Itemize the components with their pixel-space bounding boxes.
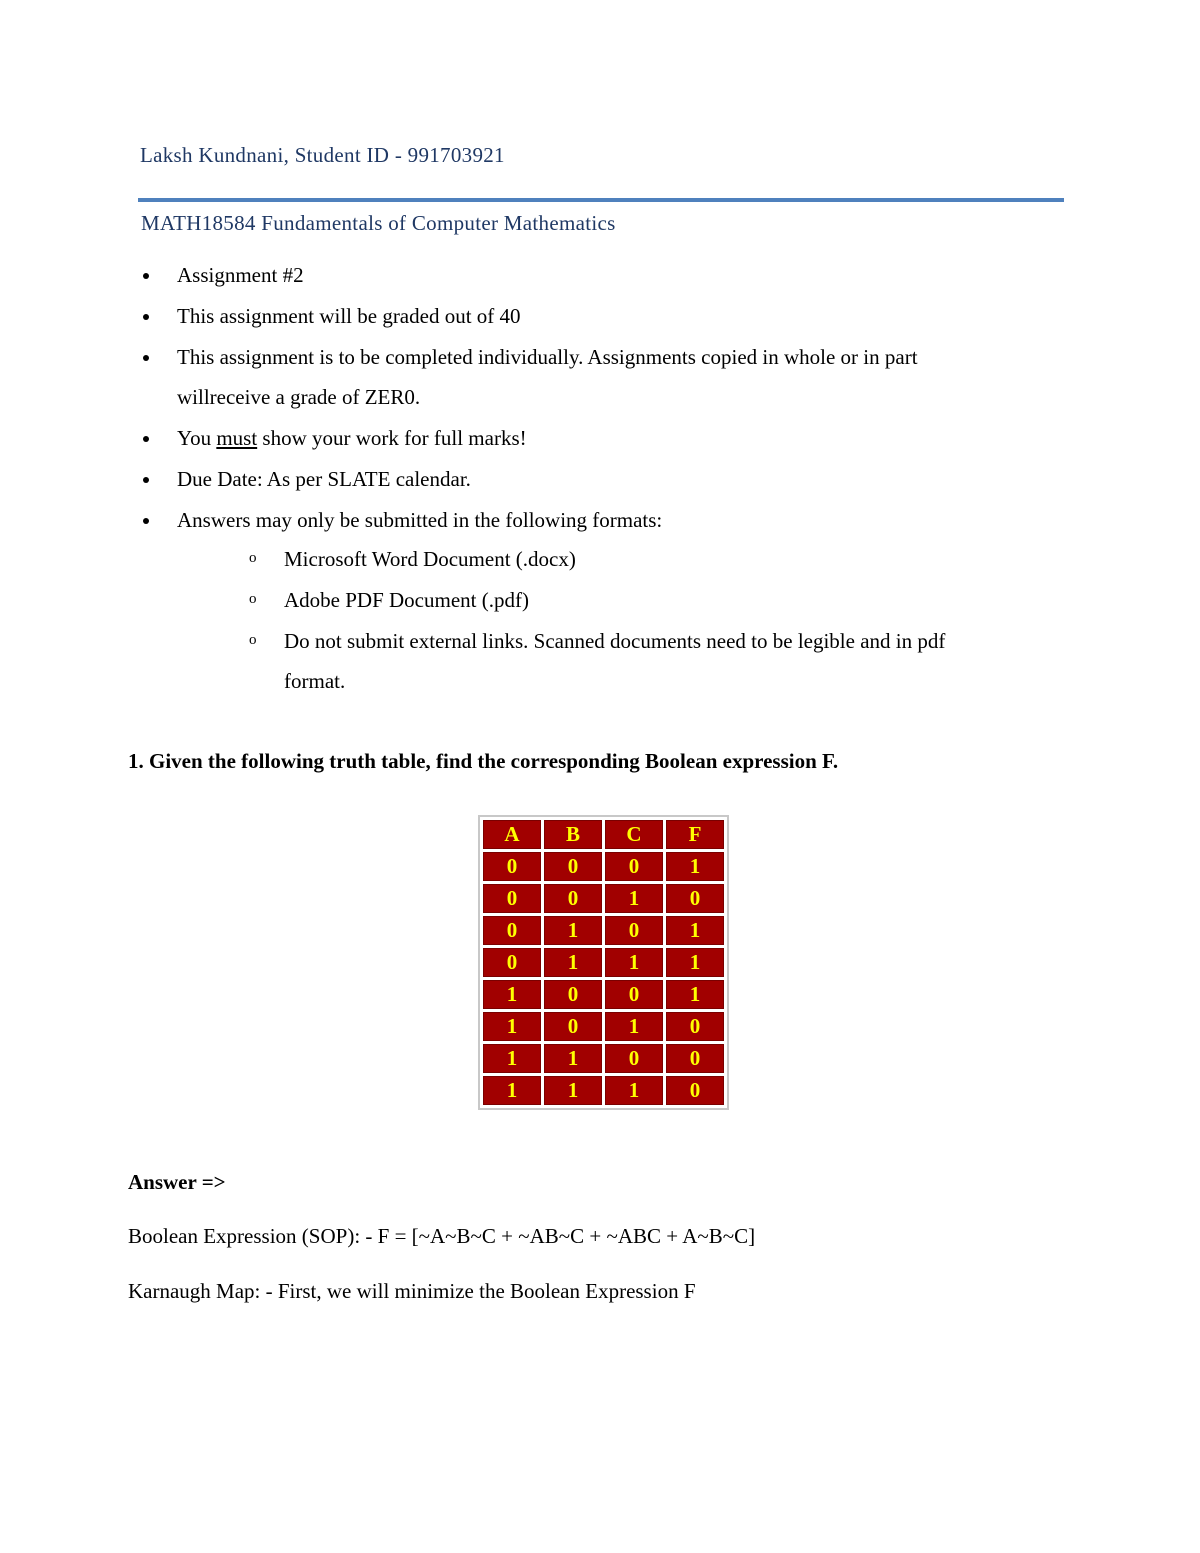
- table-cell: 1: [483, 1044, 541, 1073]
- header-cell-c: C: [605, 820, 663, 849]
- table-cell: 1: [544, 1044, 602, 1073]
- table-cell: 1: [544, 948, 602, 977]
- table-cell: 0: [544, 884, 602, 913]
- table-cell: 0: [483, 852, 541, 881]
- individual-line-2: willreceive a grade of ZER0.: [177, 385, 421, 409]
- sub-bullet-icon: o: [249, 591, 257, 607]
- header-cell-a: A: [483, 820, 541, 849]
- table-row: [483, 852, 724, 881]
- bullet-icon: [143, 314, 149, 320]
- table-cell: 1: [605, 1076, 663, 1105]
- bullet-icon: [143, 273, 149, 279]
- table-cell: 0: [483, 884, 541, 913]
- sub-item-docx: Microsoft Word Document (.docx): [284, 547, 576, 571]
- table-cell: 1: [483, 1012, 541, 1041]
- table-cell: 0: [605, 916, 663, 945]
- bullet-icon: [143, 477, 149, 483]
- table-cell: 0: [544, 1012, 602, 1041]
- table-row: [483, 1012, 724, 1041]
- table-cell: 0: [666, 1012, 724, 1041]
- bullet-icon: [143, 355, 149, 361]
- individual-line-1: This assignment is to be completed individually. Assignments copied in whole or in part: [177, 345, 918, 369]
- sub-bullet-icon: o: [249, 550, 257, 566]
- sub-item-note: [284, 621, 1044, 701]
- bullet-icon: [143, 518, 149, 524]
- list-item-graded: This assignment will be graded out of 40: [177, 304, 521, 328]
- table-cell: 1: [666, 916, 724, 945]
- table-cell: 1: [605, 884, 663, 913]
- truth-table: [478, 815, 729, 1110]
- table-cell: 0: [605, 980, 663, 1009]
- list-item-formats: Answers may only be submitted in the following formats:: [177, 508, 663, 532]
- show-work-post: show your work for full marks!: [257, 426, 527, 450]
- karnaugh-map-intro: Karnaugh Map: - First, we will minimize the Boolean Expression F: [128, 1279, 696, 1303]
- table-cell: 1: [544, 1076, 602, 1105]
- question-1: 1. Given the following truth table, find the corresponding Boolean expression F.: [128, 749, 839, 773]
- table-cell: 1: [483, 980, 541, 1009]
- list-item-show-work: [177, 418, 1037, 458]
- table-row: [483, 884, 724, 913]
- show-work-pre: You: [177, 426, 217, 450]
- table-cell: 1: [483, 1076, 541, 1105]
- sop-expression: Boolean Expression (SOP): - F = [~A~B~C + ~AB~C + ~ABC + A~B~C]: [128, 1224, 756, 1248]
- table-header-row: [483, 820, 724, 849]
- table-cell: 0: [605, 1044, 663, 1073]
- table-row: [483, 980, 724, 1009]
- table-row: [483, 916, 724, 945]
- list-item-individual: [177, 337, 1037, 417]
- table-cell: 0: [666, 884, 724, 913]
- sub-item-pdf: Adobe PDF Document (.pdf): [284, 588, 529, 612]
- show-work-emphasis: must: [216, 426, 258, 450]
- table-cell: 1: [605, 1012, 663, 1041]
- table-cell: 1: [666, 980, 724, 1009]
- answer-heading: Answer =>: [128, 1170, 226, 1194]
- note-line-2: format.: [284, 669, 346, 693]
- note-line-1: Do not submit external links. Scanned documents need to be legible and in pdf: [284, 629, 946, 653]
- table-cell: 1: [544, 916, 602, 945]
- table-cell: 0: [544, 852, 602, 881]
- student-line: Laksh Kundnani, Student ID - 991703921: [140, 143, 505, 167]
- table-cell: 1: [666, 948, 724, 977]
- table-cell: 0: [666, 1076, 724, 1105]
- list-item-due-date: Due Date: As per SLATE calendar.: [177, 467, 471, 491]
- header-cell-b: B: [544, 820, 602, 849]
- table-cell: 0: [666, 1044, 724, 1073]
- table-row: [483, 948, 724, 977]
- table-cell: 0: [544, 980, 602, 1009]
- header-divider: [138, 198, 1064, 202]
- course-title: MATH18584 Fundamentals of Computer Mathematics: [141, 211, 616, 235]
- table-cell: 0: [483, 916, 541, 945]
- table-cell: 1: [605, 948, 663, 977]
- sub-bullet-icon: o: [249, 632, 257, 648]
- table-cell: 0: [483, 948, 541, 977]
- table-cell: 0: [605, 852, 663, 881]
- table-cell: 1: [666, 852, 724, 881]
- bullet-icon: [143, 436, 149, 442]
- table-row: [483, 1076, 724, 1105]
- header-cell-f: F: [666, 820, 724, 849]
- table-row: [483, 1044, 724, 1073]
- list-item-assignment: Assignment #2: [177, 263, 304, 287]
